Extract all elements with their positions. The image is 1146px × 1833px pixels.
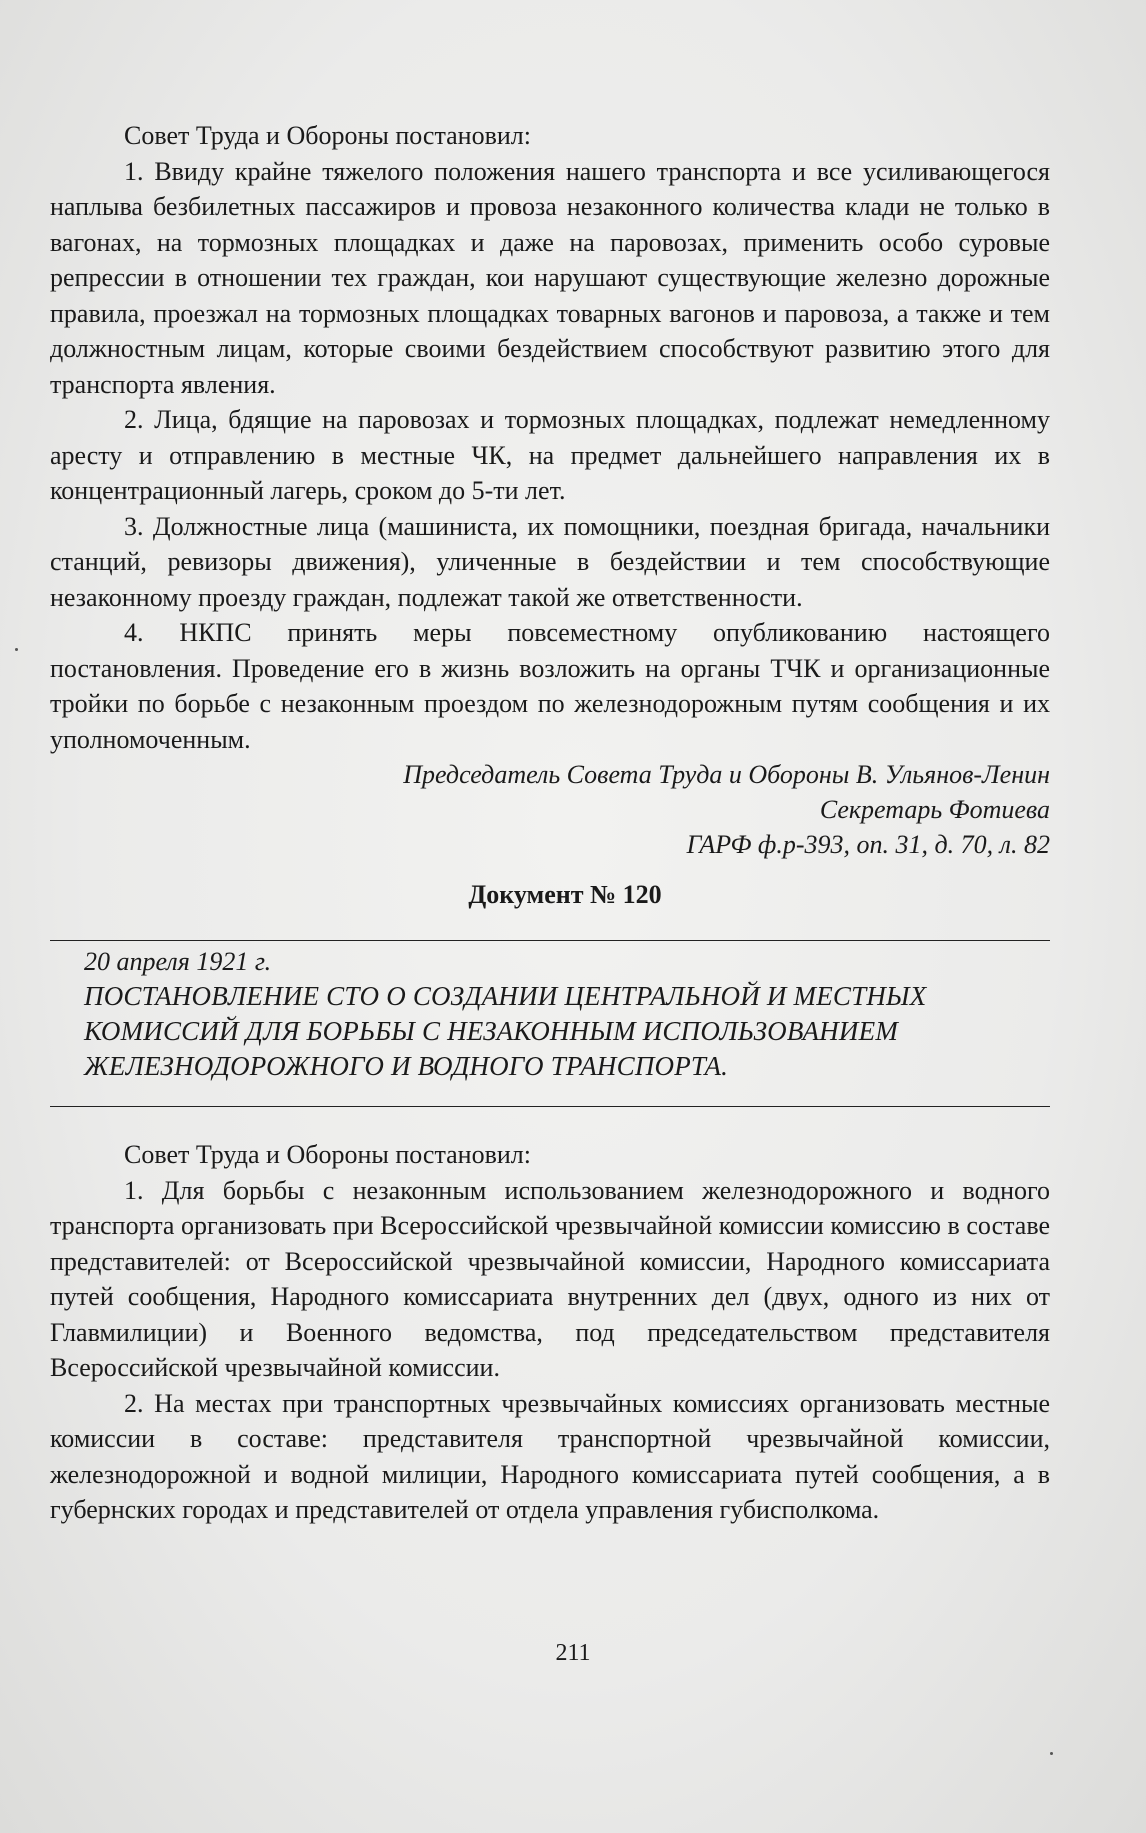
document-title-line-2: КОМИССИЙ ДЛЯ БОРЬБЫ С НЕЗАКОННЫМ ИСПОЛЬЗОВАНИЕМ (84, 1016, 899, 1046)
scan-speck (15, 648, 18, 651)
document-title-line-3: ЖЕЛЕЗНОДОРОЖНОГО И ВОДНОГО ТРАНСПОРТА. (84, 1051, 729, 1081)
section1-paragraph-2: 2. Лица, бдящие на паровозах и тормозных площадках, подлежат немедленному аресту и отправлению в местные ЧК, на предмет дальнейшего направления их в концентрационный лагерь, сроком до 5-ти лет. (50, 405, 1050, 505)
archive-reference: ГАРФ ф.р-393, оп. 31, д. 70, л. 82 (686, 830, 1050, 859)
page-content (50, 118, 1050, 1528)
title-rule-top (50, 940, 1050, 941)
title-rule-bottom (50, 1106, 1050, 1107)
page-number: 211 (555, 1640, 591, 1666)
section2-heading: Совет Труда и Обороны постановил: (124, 1140, 531, 1169)
section2-paragraph-2: 2. На местах при транспортных чрезвычайных комиссиях организовать местные комиссии в составе: представителя транспортной чрезвычайной комиссии, железнодорожной и водной милиции, Народного комиссариата путей сообщения, а в губернских городах и представителей от отдела управления губисполкома. (50, 1388, 1050, 1524)
section1-heading: Совет Труда и Обороны постановил: (124, 121, 531, 150)
document-date: 20 апреля 1921 г. (84, 947, 272, 976)
document-number: Документ № 120 (468, 880, 662, 909)
section2-paragraph-1: 1. Для борьбы с незаконным использованием железнодорожного и водного транспорта организовать при Всероссийской чрезвычайной комиссии комиссию в составе представителей: от Всероссийской чрезвычайной комиссии, Народного комиссариата путей сообщения, Народного комиссариата внутренних дел (двух, одного из них от Главмилиции) и Военного ведомства, под председательством представителя Всероссийской чрезвычайной комиссии. (50, 1175, 1050, 1382)
document-title-line-1: ПОСТАНОВЛЕНИЕ СТО О СОЗДАНИИ ЦЕНТРАЛЬНОЙ И МЕСТНЫХ (84, 981, 927, 1011)
section1-paragraph-4: 4. НКПС принять меры повсеместному опубликованию настоящего постановления. Проведение его в жизнь возложить на органы ТЧК и организационные тройки по борьбе с незаконным проездом по железнодорожным путям сообщения и их уполномоченным. (50, 618, 1050, 754)
signature-chairman: Председатель Совета Труда и Обороны В. Ульянов-Ленин (403, 760, 1050, 789)
signature-secretary: Секретарь Фотиева (819, 795, 1050, 824)
section1-paragraph-1: 1. Ввиду крайне тяжелого положения нашего транспорта и все усиливающегося наплыва безбилетных пассажиров и провоза незаконного количества клади не только в вагонах, на тормозных площадках и даже на паровозах, применить особо суровые репрессии в отношении тех граждан, кои нарушают существующие железно дорожные правила, проезжал на тормозных площадках товарных вагонов и паровоза, а также и тем должностным лицам, которые своими бездействием способствуют развитию этого для транспорта явления. (50, 156, 1050, 399)
section1-paragraph-3: 3. Должностные лица (машиниста, их помощники, поездная бригада, начальники станций, ревизоры движения), уличенные в бездействии и тем способствующие незаконному проезду граждан, подлежат такой же ответственности. (50, 511, 1050, 612)
scan-speck (1050, 1752, 1053, 1755)
